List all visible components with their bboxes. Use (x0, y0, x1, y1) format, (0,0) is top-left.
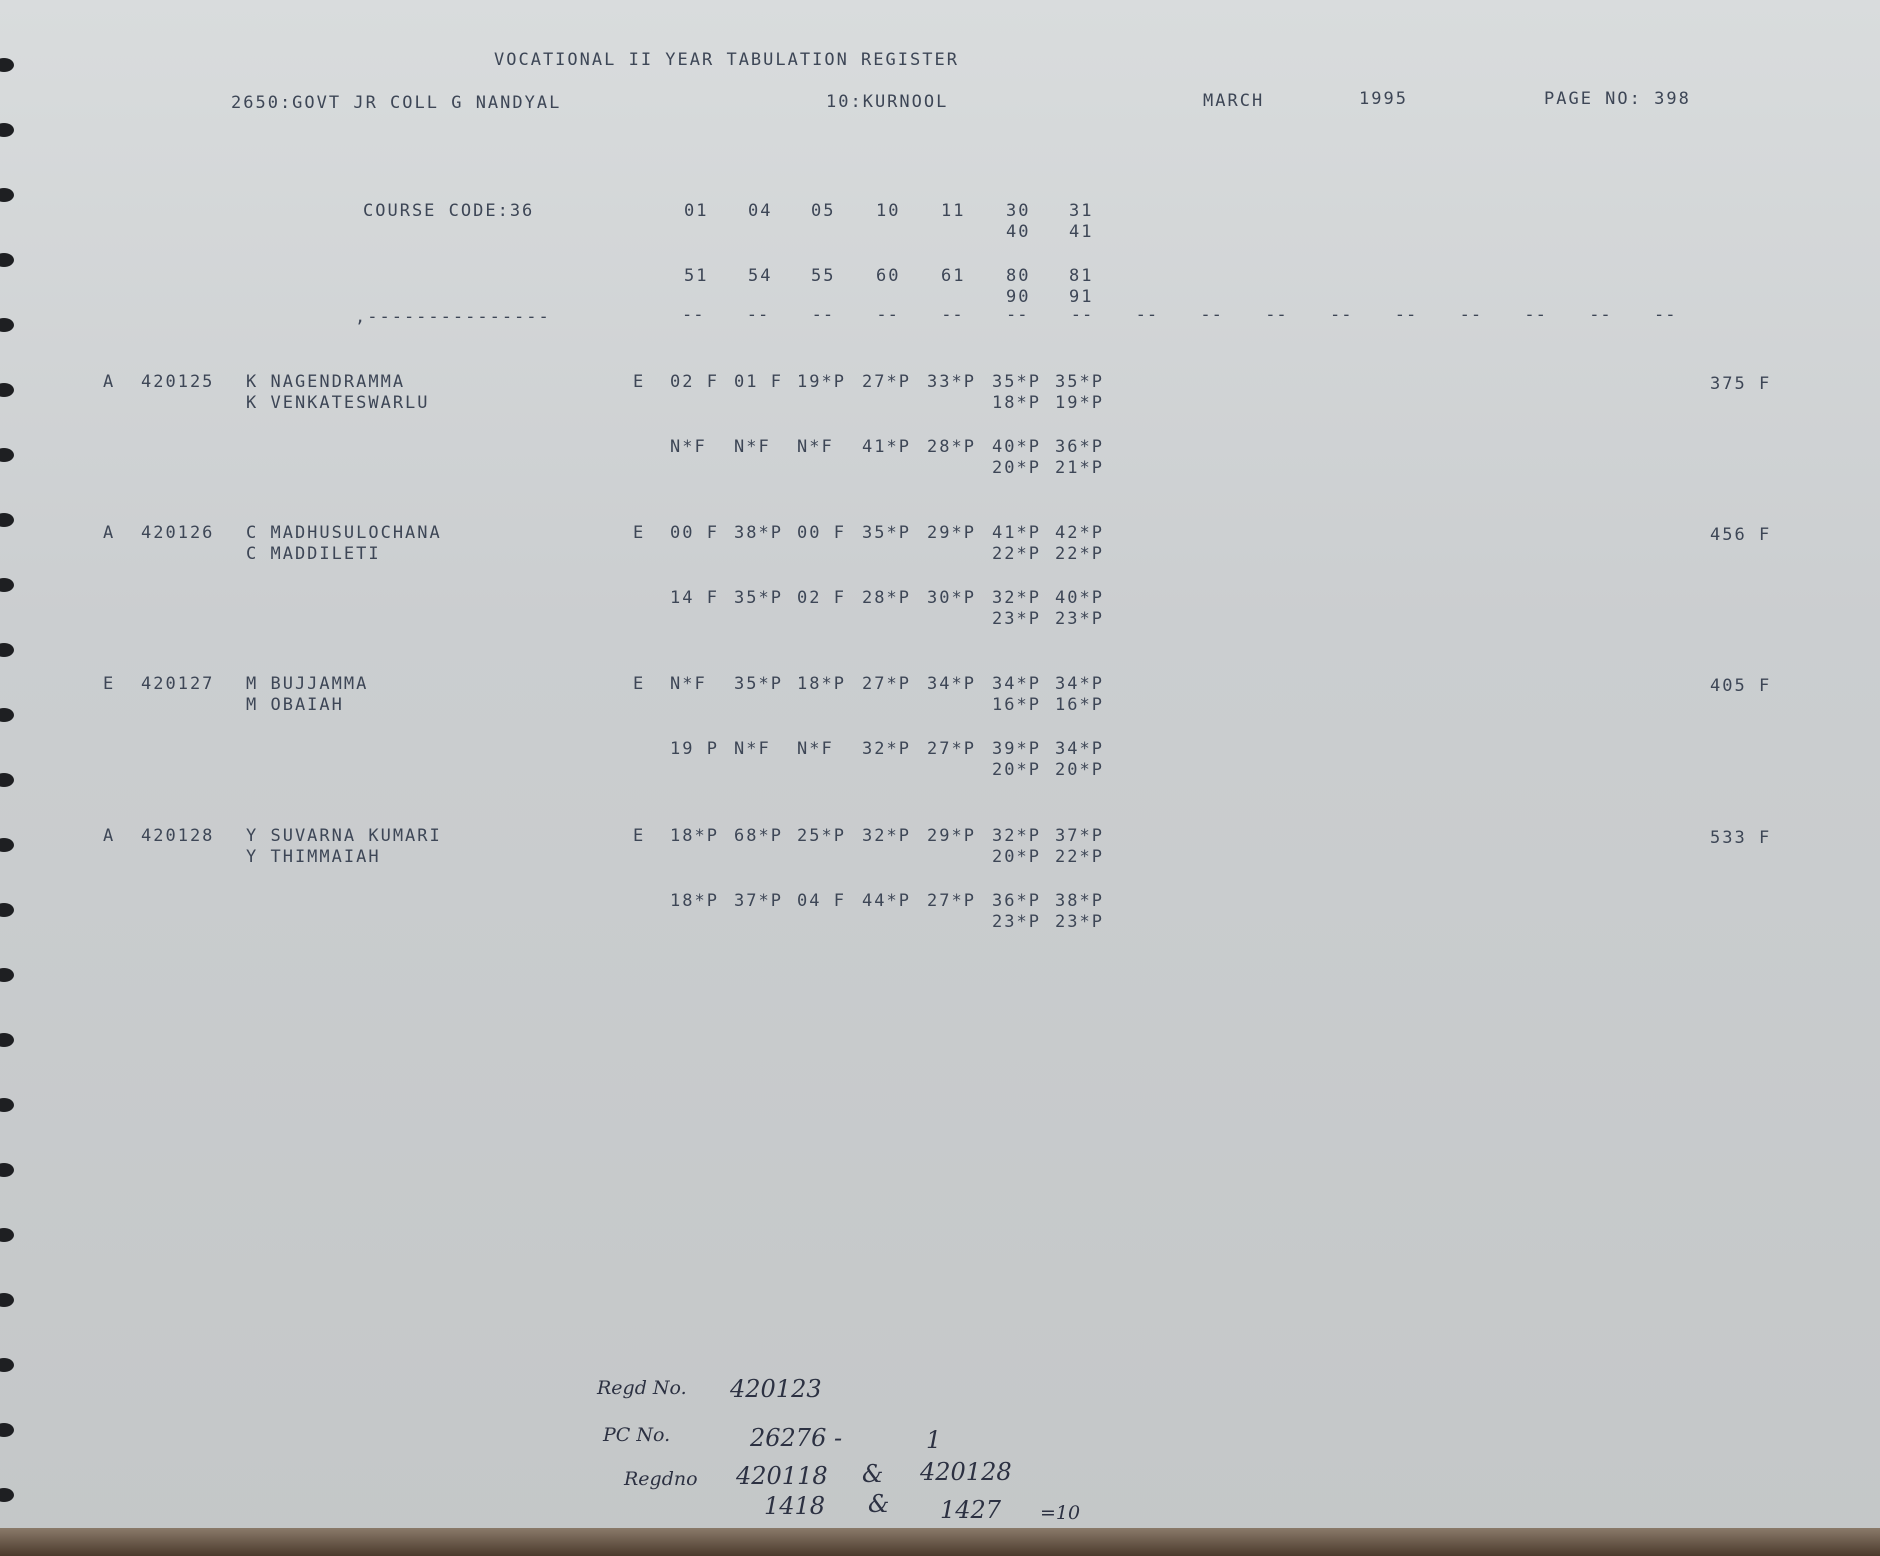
mark-cell: N*F (670, 674, 707, 694)
column-dash: -- (1459, 305, 1483, 325)
mark-cell: 20*P (1055, 760, 1104, 780)
binder-hole (0, 1163, 14, 1177)
mark-cell: 14 F (670, 588, 719, 608)
column-dash: -- (1070, 305, 1094, 325)
mark-cell: 34*P (927, 674, 976, 694)
hw-regd-value: 420123 (730, 1375, 822, 1403)
column-dash: -- (746, 305, 770, 325)
mark-cell: 20*P (992, 760, 1041, 780)
mark-cell: N*F (734, 437, 771, 457)
student-total: 405 F (1710, 676, 1772, 696)
mark-cell: 34*P (1055, 674, 1104, 694)
mark-cell: 25*P (797, 826, 846, 846)
mark-cell: 00 F (670, 523, 719, 543)
mark-cell: 41*P (862, 437, 911, 457)
binder-hole (0, 58, 14, 72)
column-dash: -- (1200, 305, 1223, 325)
binder-hole (0, 1423, 14, 1437)
mark-cell: 37*P (1055, 826, 1104, 846)
mark-cell: 27*P (927, 891, 976, 911)
mark-cell: 19*P (797, 372, 846, 392)
course-code: 05 (811, 201, 836, 221)
column-dash: -- (1654, 305, 1677, 325)
hw-regdno-label: Regdno (624, 1468, 698, 1490)
mark-cell: 21*P (1055, 458, 1104, 478)
hw-range-from: 1418 (764, 1492, 826, 1520)
column-dash: -- (811, 305, 835, 325)
mark-cell: 23*P (992, 912, 1041, 932)
course-code: 11 (941, 201, 966, 221)
student-category: A (103, 826, 116, 846)
hw-pc-value: 26276 - (750, 1424, 843, 1452)
binder-hole (0, 1293, 14, 1307)
mark-cell: 16*P (1055, 695, 1104, 715)
mark-cell: 16*P (992, 695, 1041, 715)
binder-hole (0, 253, 14, 267)
register-title: VOCATIONAL II YEAR TABULATION REGISTER (494, 50, 959, 70)
student-name: K NAGENDRAMMA (246, 372, 406, 392)
mark-cell: 34*P (1055, 739, 1104, 759)
mark-cell: 32*P (992, 826, 1041, 846)
student-total: 456 F (1710, 525, 1772, 545)
course-code: 81 (1069, 266, 1094, 286)
column-dash: -- (1524, 305, 1547, 325)
binder-hole (0, 773, 14, 787)
mark-cell: 18*P (992, 393, 1041, 413)
binder-hole (0, 1033, 14, 1047)
column-dash: -- (876, 305, 899, 325)
mark-cell: 37*P (734, 891, 783, 911)
course-code: 40 (1006, 222, 1031, 242)
student-name: Y SUVARNA KUMARI (246, 826, 442, 846)
binder-hole (0, 708, 14, 722)
student-category: E (103, 674, 116, 694)
binder-hole (0, 1358, 14, 1372)
column-dash: -- (1589, 305, 1612, 325)
mark-cell: 20*P (992, 458, 1041, 478)
column-dash: -- (1330, 305, 1353, 325)
hw-pc-label: PC No. (603, 1424, 671, 1446)
mark-cell: 44*P (862, 891, 911, 911)
binder-hole (0, 513, 14, 527)
mark-cell: 35*P (992, 372, 1041, 392)
mark-cell: 18*P (670, 891, 719, 911)
mark-cell: 20*P (992, 847, 1041, 867)
mark-cell: 23*P (992, 609, 1041, 629)
mark-cell: 30*P (927, 588, 976, 608)
student-name: C MADHUSULOCHANA (246, 523, 442, 543)
course-code: 41 (1069, 222, 1094, 242)
mark-cell: 27*P (927, 739, 976, 759)
student-regno: 420128 (141, 826, 215, 846)
course-code: 51 (684, 266, 709, 286)
binder-hole (0, 123, 14, 137)
hw-regdno-from: 420118 (736, 1462, 828, 1490)
mark-cell: 35*P (734, 588, 783, 608)
mark-cell: 02 F (670, 372, 719, 392)
mark-cell: 68*P (734, 826, 783, 846)
course-code: 55 (811, 266, 836, 286)
column-dash: -- (682, 305, 705, 325)
mark-cell: 02 F (797, 588, 846, 608)
mark-cell: 22*P (992, 544, 1041, 564)
mark-cell: 35*P (734, 674, 783, 694)
column-dash: -- (1394, 305, 1418, 325)
mark-cell: N*F (797, 437, 834, 457)
mark-cell: 23*P (1055, 609, 1104, 629)
column-dash: -- (941, 305, 964, 325)
mark-cell: 01 F (734, 372, 783, 392)
mark-cell: 18*P (670, 826, 719, 846)
hw-range-count: =10 (1040, 1502, 1081, 1524)
course-code: 91 (1069, 287, 1094, 307)
student-total: 533 F (1710, 828, 1772, 848)
mark-cell: 38*P (734, 523, 783, 543)
student-father-name: C MADDILETI (246, 544, 381, 564)
mark-cell: 39*P (992, 739, 1041, 759)
hw-pc-extra: 1 (926, 1426, 942, 1454)
course-code: 04 (748, 201, 773, 221)
course-code: 01 (684, 201, 709, 221)
hw-range-to: 1427 (940, 1496, 1002, 1524)
binder-hole (0, 643, 14, 657)
student-regno: 420125 (141, 372, 215, 392)
mark-cell: 34*P (992, 674, 1041, 694)
mark-cell: 32*P (992, 588, 1041, 608)
college-name: 2650:GOVT JR COLL G NANDYAL (231, 93, 562, 113)
mark-cell: 38*P (1055, 891, 1104, 911)
student-father-name: M OBAIAH (246, 695, 344, 715)
course-code: 60 (876, 266, 901, 286)
hw-regd-label: Regd No. (597, 1377, 687, 1399)
binder-hole (0, 903, 14, 917)
mark-cell: 41*P (992, 523, 1041, 543)
student-father-name: K VENKATESWARLU (246, 393, 430, 413)
student-regno: 420126 (141, 523, 215, 543)
hw-range-amp: & (868, 1490, 890, 1518)
mark-cell: 28*P (927, 437, 976, 457)
binder-hole (0, 1228, 14, 1242)
page-bottom-edge (0, 1528, 1880, 1556)
mark-cell: 35*P (1055, 372, 1104, 392)
student-flag: E (633, 372, 646, 392)
binder-hole (0, 578, 14, 592)
district-name: 10:KURNOOL (826, 92, 949, 112)
course-code: 54 (748, 266, 773, 286)
binder-hole (0, 383, 14, 397)
column-dash: -- (1265, 305, 1288, 325)
mark-cell: N*F (670, 437, 707, 457)
binder-hole (0, 838, 14, 852)
student-flag: E (633, 523, 646, 543)
binder-hole (0, 448, 14, 462)
mark-cell: 32*P (862, 739, 911, 759)
course-code: 30 (1006, 201, 1031, 221)
binder-hole (0, 318, 14, 332)
hw-regdno-to: 420128 (920, 1458, 1012, 1486)
mark-cell: 23*P (1055, 912, 1104, 932)
course-code: 90 (1006, 287, 1031, 307)
binder-hole (0, 968, 14, 982)
student-category: A (103, 523, 116, 543)
binder-hole (0, 1098, 14, 1112)
binder-holes (0, 0, 24, 1556)
binder-hole (0, 188, 14, 202)
page-number: PAGE NO: 398 (1544, 89, 1691, 109)
mark-cell: 00 F (797, 523, 846, 543)
course-code: 31 (1069, 201, 1094, 221)
column-dash: -- (1006, 305, 1029, 325)
mark-cell: N*F (734, 739, 771, 759)
student-total: 375 F (1710, 374, 1772, 394)
mark-cell: 28*P (862, 588, 911, 608)
mark-cell: 40*P (1055, 588, 1104, 608)
mark-cell: 18*P (797, 674, 846, 694)
mark-cell: 33*P (927, 372, 976, 392)
student-father-name: Y THIMMAIAH (246, 847, 381, 867)
mark-cell: 22*P (1055, 847, 1104, 867)
mark-cell: 19*P (1055, 393, 1104, 413)
exam-month: MARCH (1203, 91, 1265, 111)
course-code: 61 (941, 266, 966, 286)
mark-cell: 27*P (862, 372, 911, 392)
mark-cell: 32*P (862, 826, 911, 846)
mark-cell: 04 F (797, 891, 846, 911)
course-code: 80 (1006, 266, 1031, 286)
mark-cell: 36*P (1055, 437, 1104, 457)
binder-hole (0, 1488, 14, 1502)
mark-cell: 19 P (670, 739, 719, 759)
student-flag: E (633, 826, 646, 846)
mark-cell: 42*P (1055, 523, 1104, 543)
student-category: A (103, 372, 116, 392)
mark-cell: 35*P (862, 523, 911, 543)
mark-cell: N*F (797, 739, 834, 759)
mark-cell: 22*P (1055, 544, 1104, 564)
course-code-label: COURSE CODE:36 (363, 201, 535, 221)
mark-cell: 27*P (862, 674, 911, 694)
student-flag: E (633, 674, 646, 694)
exam-year: 1995 (1359, 89, 1408, 109)
course-underline: ,--------------- (355, 307, 551, 327)
mark-cell: 29*P (927, 826, 976, 846)
student-name: M BUJJAMMA (246, 674, 369, 694)
hw-regdno-amp: & (862, 1460, 884, 1488)
mark-cell: 40*P (992, 437, 1041, 457)
mark-cell: 29*P (927, 523, 976, 543)
column-dash: -- (1135, 305, 1159, 325)
student-regno: 420127 (141, 674, 215, 694)
course-code: 10 (876, 201, 901, 221)
mark-cell: 36*P (992, 891, 1041, 911)
